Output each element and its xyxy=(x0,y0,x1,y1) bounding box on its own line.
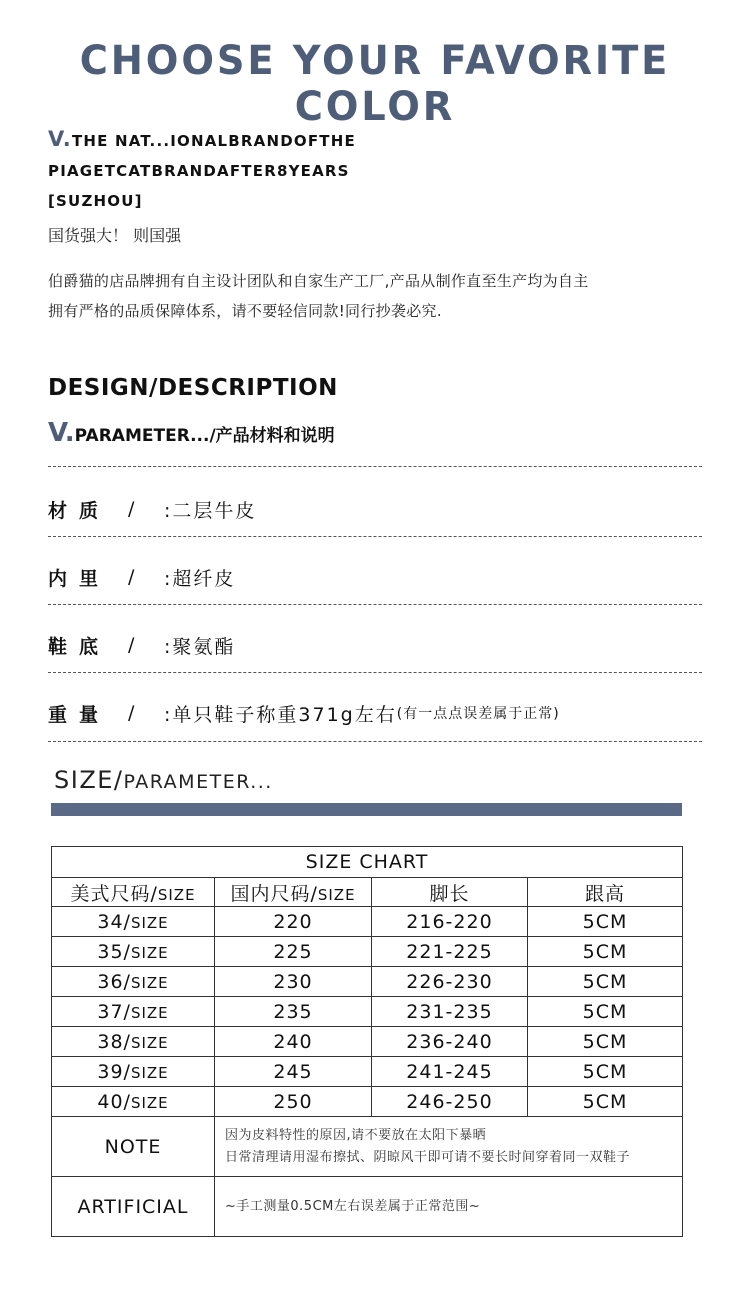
intro-line-2: 拥有严格的品质保障体系，请不要轻信同款!同行抄袭必究. xyxy=(48,302,442,320)
spec-row-material xyxy=(48,494,256,524)
cell-us-size-small: SIZE xyxy=(130,973,169,992)
size-heading-sub: PARAMETER... xyxy=(123,771,273,793)
table-row xyxy=(52,1087,683,1117)
artificial-text: ~手工测量0.5CM左右误差属于正常范围~ xyxy=(215,1177,683,1237)
brand-line-1-text: THE NAT...IONALBRANDOFTHE xyxy=(71,132,356,150)
header-cn-size xyxy=(215,878,372,907)
size-chart-header-row xyxy=(52,878,683,907)
spec-value: :超纤皮 xyxy=(164,567,236,590)
cell-heel-height: 5CM xyxy=(528,1087,683,1117)
size-heading xyxy=(54,766,273,794)
cell-us-size-small: SIZE xyxy=(130,1003,169,1022)
cell-us-size-small: SIZE xyxy=(130,943,169,962)
table-row xyxy=(52,997,683,1027)
cell-foot-length: 216-220 xyxy=(372,907,528,937)
note-line-2: 日常清理请用湿布擦拭、阴晾风干即可请不要长时间穿着同一双鞋子 xyxy=(225,1149,631,1165)
spec-row-weight xyxy=(48,698,560,728)
cell-us-size-main: 40/ xyxy=(97,1090,131,1113)
parameter-heading-text: PARAMETER.../产品材料和说明 xyxy=(74,426,335,446)
cell-us-size-small: SIZE xyxy=(130,1063,169,1082)
size-chart-table xyxy=(51,846,683,1237)
table-row xyxy=(52,967,683,997)
header-us-size-main: 美式尺码/ xyxy=(70,882,158,905)
cell-us-size-small: SIZE xyxy=(130,913,169,932)
cell-cn-size: 240 xyxy=(215,1027,372,1057)
header-cn-size-main: 国内尺码/ xyxy=(230,882,318,905)
table-row xyxy=(52,1057,683,1087)
cell-us-size-small: SIZE xyxy=(130,1033,169,1052)
spec-label: 内里 xyxy=(48,567,111,590)
cell-cn-size: 245 xyxy=(215,1057,372,1087)
cell-foot-length: 246-250 xyxy=(372,1087,528,1117)
spec-slash: / xyxy=(128,566,137,588)
hero-title: CHOOSE YOUR FAVORITE COLOR xyxy=(79,38,671,130)
cell-cn-size: 220 xyxy=(215,907,372,937)
cell-cn-size: 225 xyxy=(215,937,372,967)
intro-line-1: 伯爵猫的店品牌拥有自主设计团队和自家生产工厂,产品从制作直至生产均为自主 xyxy=(48,272,589,290)
spec-value: :聚氨酯 xyxy=(164,635,236,658)
slogan: 国货强大！ 则国强 xyxy=(48,226,182,245)
parameter-heading xyxy=(48,418,335,448)
brand-block xyxy=(48,124,448,216)
cell-cn-size: 250 xyxy=(215,1087,372,1117)
cell-us-size xyxy=(52,1027,215,1057)
header-heel-height: 跟高 xyxy=(528,878,683,907)
note-text xyxy=(215,1117,683,1177)
note-line-1: 因为皮料特性的原因,请不要放在太阳下暴晒 xyxy=(225,1127,487,1143)
cell-heel-height: 5CM xyxy=(528,1057,683,1087)
note-label: NOTE xyxy=(52,1117,215,1177)
cell-heel-height: 5CM xyxy=(528,907,683,937)
spec-row-sole xyxy=(48,630,235,660)
parameter-v-mark: V. xyxy=(48,418,75,448)
cell-heel-height: 5CM xyxy=(528,1027,683,1057)
brand-line-3: [SUZHOU] xyxy=(48,192,143,210)
cell-us-size xyxy=(52,907,215,937)
cell-us-size xyxy=(52,937,215,967)
cell-foot-length: 221-225 xyxy=(372,937,528,967)
spec-label: 材质 xyxy=(48,499,111,522)
cell-us-size xyxy=(52,967,215,997)
brand-intro xyxy=(48,266,708,326)
size-heading-main: SIZE/ xyxy=(54,766,124,794)
cell-us-size xyxy=(52,1087,215,1117)
cell-us-size-small: SIZE xyxy=(130,1093,169,1112)
size-bar xyxy=(51,803,682,816)
spec-slash: / xyxy=(128,634,137,656)
brand-line-1 xyxy=(48,124,448,156)
artificial-label: ARTIFICIAL xyxy=(52,1177,215,1237)
cell-us-size-main: 39/ xyxy=(97,1060,131,1083)
cell-foot-length: 236-240 xyxy=(372,1027,528,1057)
header-us-size xyxy=(52,878,215,907)
spec-row-lining xyxy=(48,562,235,592)
cell-us-size-main: 37/ xyxy=(97,1000,131,1023)
size-chart-title-row xyxy=(52,847,683,878)
cell-us-size-main: 36/ xyxy=(97,970,131,993)
design-heading: DESIGN/DESCRIPTION xyxy=(48,375,338,401)
cell-cn-size: 235 xyxy=(215,997,372,1027)
header-us-size-small: SIZE xyxy=(157,885,196,904)
table-row xyxy=(52,1027,683,1057)
divider xyxy=(48,741,702,742)
cell-foot-length: 241-245 xyxy=(372,1057,528,1087)
table-row xyxy=(52,907,683,937)
divider xyxy=(48,536,702,537)
cell-heel-height: 5CM xyxy=(528,967,683,997)
cell-heel-height: 5CM xyxy=(528,997,683,1027)
divider xyxy=(48,672,702,673)
cell-us-size-main: 38/ xyxy=(97,1030,131,1053)
header-foot-length: 脚长 xyxy=(372,878,528,907)
spec-value: :单只鞋子称重371g左右 xyxy=(164,703,397,726)
table-row xyxy=(52,937,683,967)
cell-cn-size: 230 xyxy=(215,967,372,997)
divider xyxy=(48,604,702,605)
header-cn-size-small: SIZE xyxy=(317,885,356,904)
divider xyxy=(48,466,702,467)
cell-foot-length: 226-230 xyxy=(372,967,528,997)
size-chart-title: SIZE CHART xyxy=(52,847,683,878)
spec-label: 鞋底 xyxy=(48,635,111,658)
spec-slash: / xyxy=(128,498,137,520)
cell-us-size xyxy=(52,1057,215,1087)
cell-foot-length: 231-235 xyxy=(372,997,528,1027)
cell-us-size xyxy=(52,997,215,1027)
spec-label: 重量 xyxy=(48,703,111,726)
artificial-row xyxy=(52,1177,683,1237)
spec-slash: / xyxy=(128,702,137,724)
spec-note: (有一点点误差属于正常) xyxy=(396,706,560,722)
cell-us-size-main: 34/ xyxy=(97,910,131,933)
cell-heel-height: 5CM xyxy=(528,937,683,967)
note-row xyxy=(52,1117,683,1177)
cell-us-size-main: 35/ xyxy=(97,940,131,963)
brand-v-mark: V. xyxy=(48,127,72,151)
brand-line-2: PIAGETCATBRANDAFTER8YEARS xyxy=(48,162,350,180)
spec-value: :二层牛皮 xyxy=(164,499,257,522)
